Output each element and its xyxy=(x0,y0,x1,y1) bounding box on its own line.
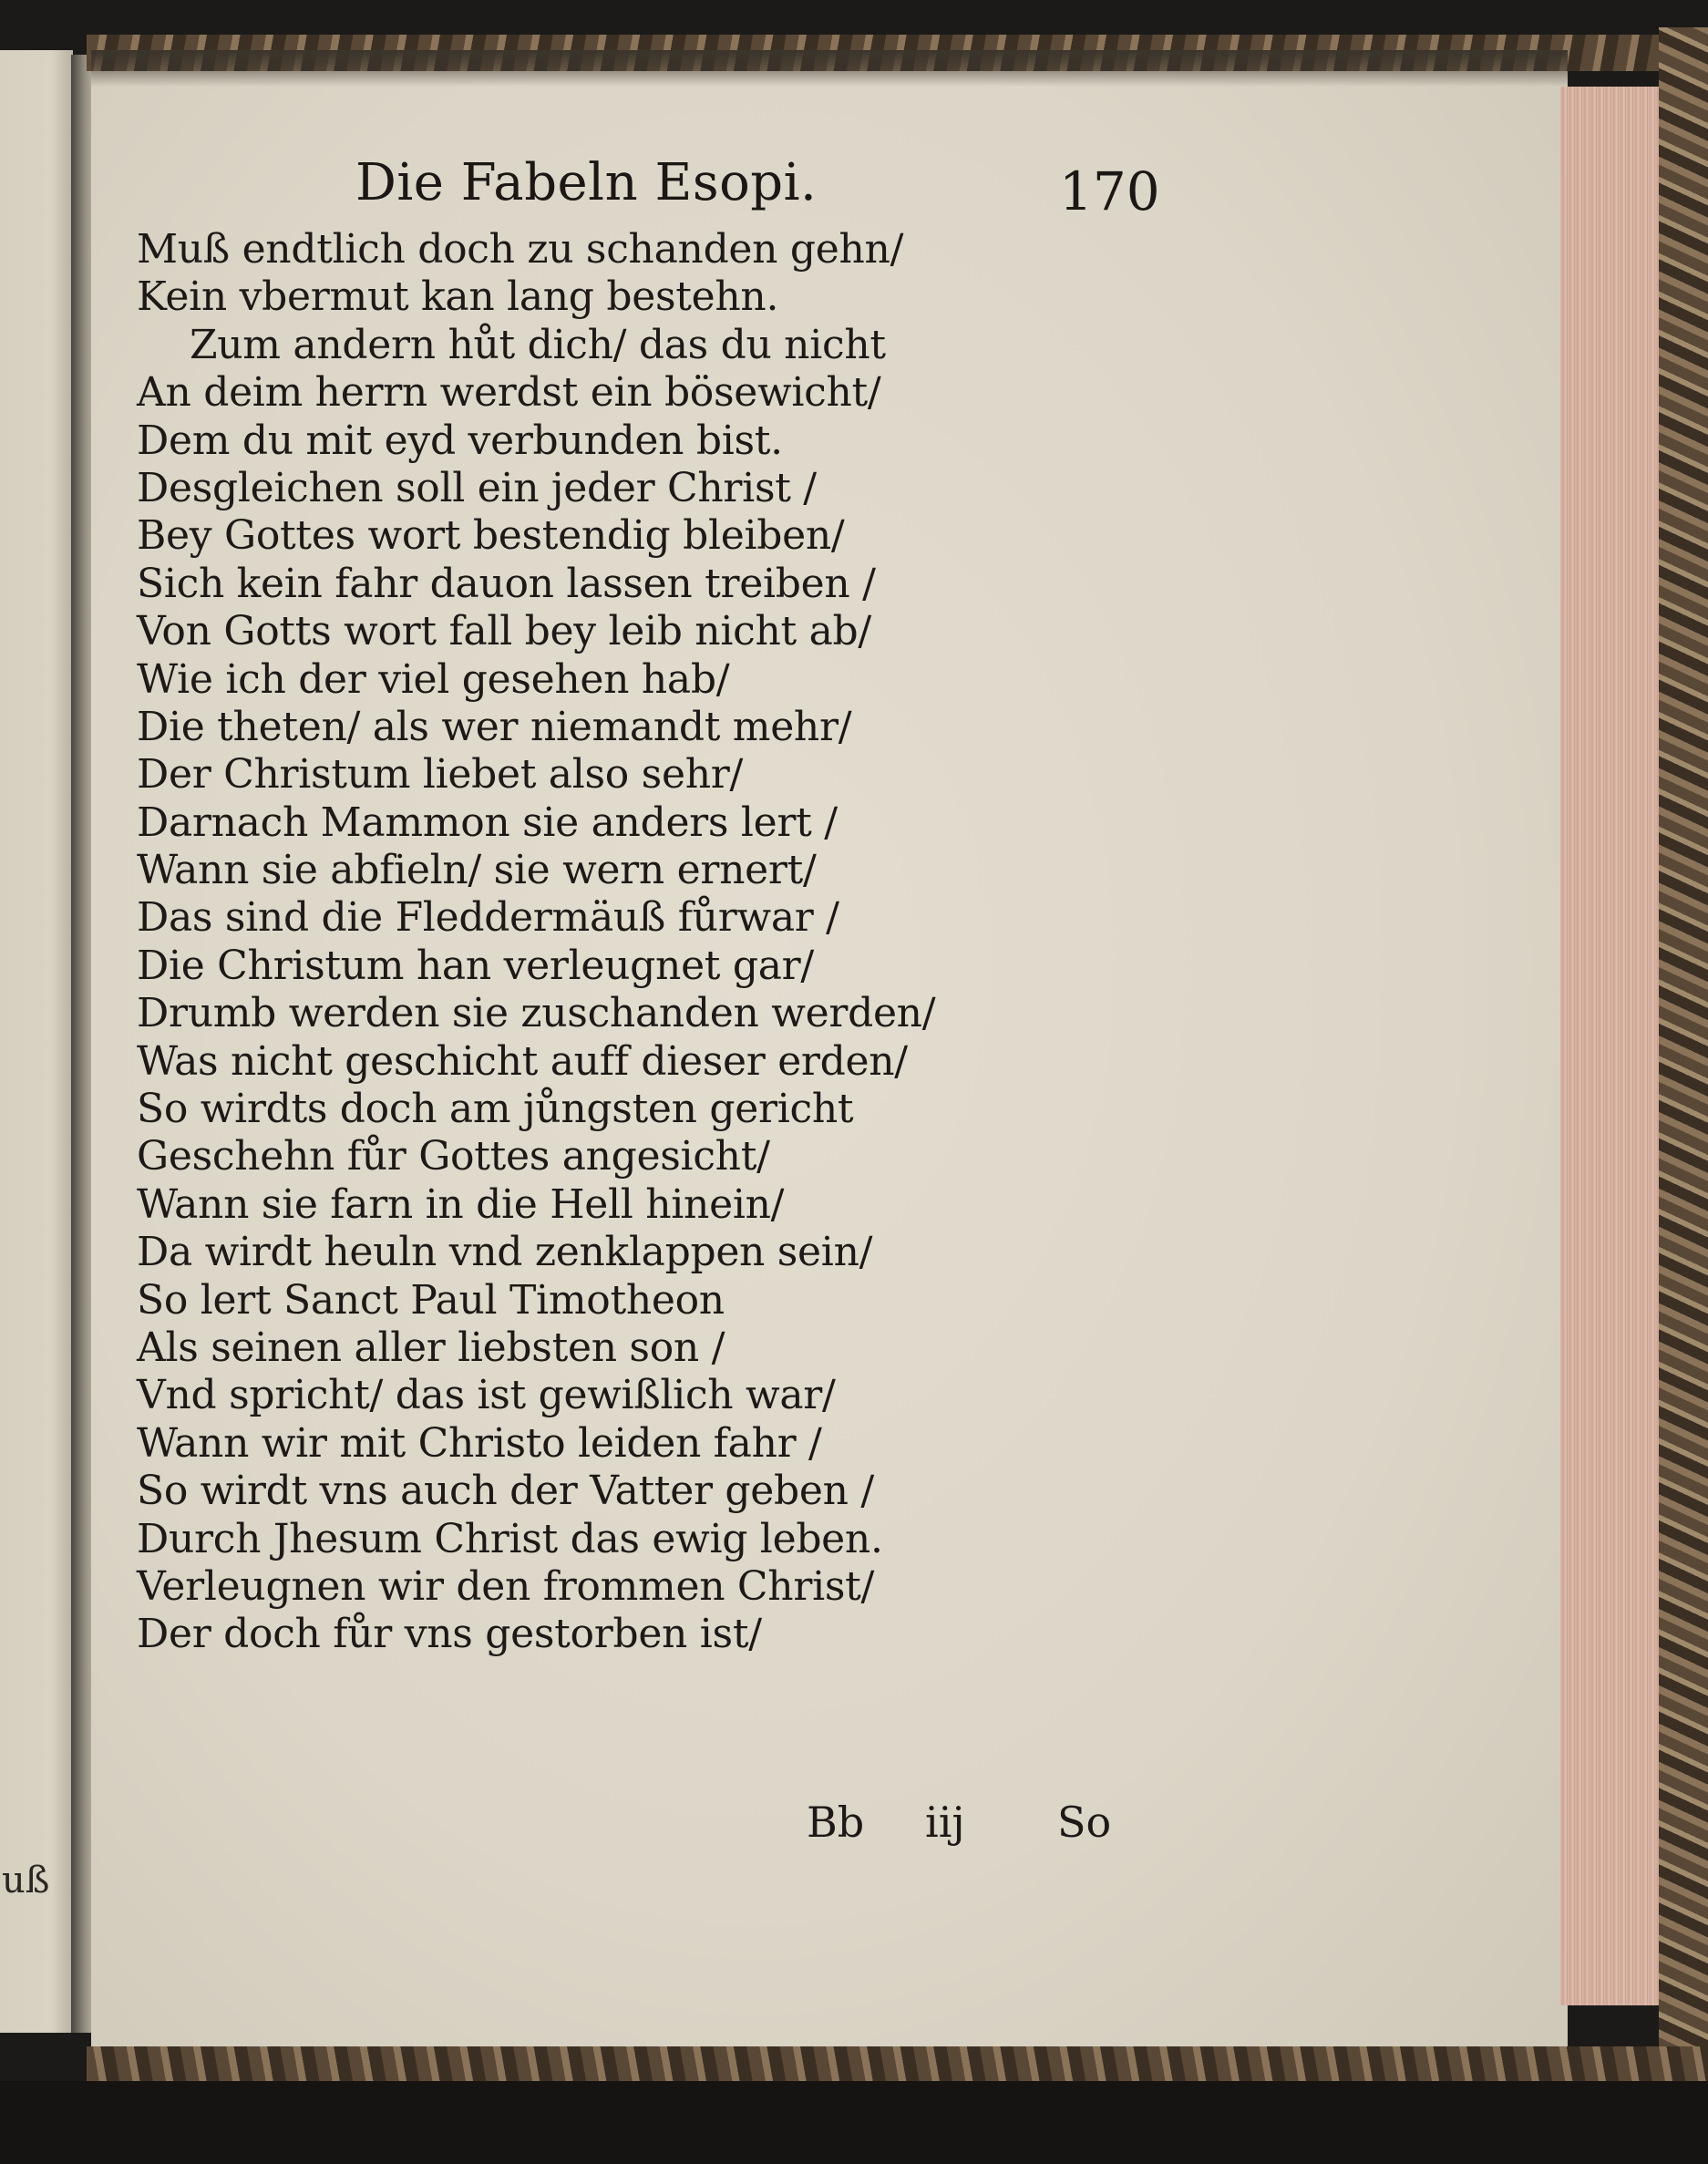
poem-line: Von Gotts wort fall bey leib nicht ab/ xyxy=(137,608,871,655)
poem-line: Drumb werden sie zuschanden werden/ xyxy=(137,990,936,1037)
left-facing-page xyxy=(0,50,73,2033)
poem-line: An deim herrn werdst ein bösewicht/ xyxy=(137,369,881,417)
poem-line: Das sind die Fleddermäuß fůrwar / xyxy=(137,894,839,942)
poem-line: Bey Gottes wort bestendig bleiben/ xyxy=(137,512,845,560)
poem-line: Wann wir mit Christo leiden fahr / xyxy=(137,1419,822,1467)
poem-line: Der doch fůr vns gestorben ist/ xyxy=(137,1611,762,1658)
page-top-shadow xyxy=(91,50,1568,87)
marbled-cover xyxy=(1659,27,1708,2164)
page-number: 170 xyxy=(1059,160,1160,222)
poem-line: Desgleichen soll ein jeder Christ / xyxy=(137,464,817,511)
page-block-edge xyxy=(1560,87,1662,2005)
poem-line: So lert Sanct Paul Timotheon xyxy=(137,1276,725,1324)
poem-line: Wann sie farn in die Hell hinein/ xyxy=(137,1180,785,1228)
poem-text xyxy=(137,226,935,1659)
poem-line: Was nicht geschicht auff dieser erden/ xyxy=(137,1037,908,1085)
poem-line: Als seinen aller liebsten son / xyxy=(137,1324,725,1371)
poem-line: Vnd spricht/ das ist gewißlich war/ xyxy=(137,1372,836,1419)
signature-mark: Bb xyxy=(807,1798,865,1847)
catchword: So xyxy=(1057,1798,1112,1847)
poem-line: Wie ich der viel gesehen hab/ xyxy=(137,655,730,703)
poem-line: Die theten/ als wer niemandt mehr/ xyxy=(137,703,852,750)
poem-line: So wirdts doch am jůngsten gericht xyxy=(137,1086,854,1133)
poem-line: Muß endtlich doch zu schanden gehn/ xyxy=(137,226,904,273)
poem-line: Geschehn fůr Gottes angesicht/ xyxy=(137,1133,770,1180)
poem-line: Durch Jhesum Christ das ewig leben. xyxy=(137,1515,883,1562)
poem-line: Wann sie abfieln/ sie wern ernert/ xyxy=(137,847,817,894)
poem-line: Da wirdt heuln vnd zenklappen sein/ xyxy=(137,1229,873,1276)
cover-bottom-edge xyxy=(87,2046,1708,2083)
poem-line: Zum andern hůt dich/ das du nicht xyxy=(190,321,886,368)
left-page-margin-mark: uß xyxy=(2,1860,50,1901)
poem-line: Kein vbermut kan lang bestehn. xyxy=(137,273,779,321)
poem-line: Die Christum han verleugnet gar/ xyxy=(137,942,814,989)
signature-number: iij xyxy=(925,1798,965,1847)
poem-line: Darnach Mammon sie anders lert / xyxy=(137,799,838,846)
poem-line: Verleugnen wir den frommen Christ/ xyxy=(137,1562,875,1610)
poem-line: Dem du mit eyd verbunden bist. xyxy=(137,417,783,464)
poem-line: So wirdt vns auch der Vatter geben / xyxy=(137,1468,874,1515)
poem-line: Der Christum liebet also sehr/ xyxy=(137,751,743,799)
poem-line: Sich kein fahr dauon lassen treiben / xyxy=(137,560,876,607)
running-head: Die Fabeln Esopi. xyxy=(355,153,818,212)
background-bottom xyxy=(0,2081,1708,2164)
